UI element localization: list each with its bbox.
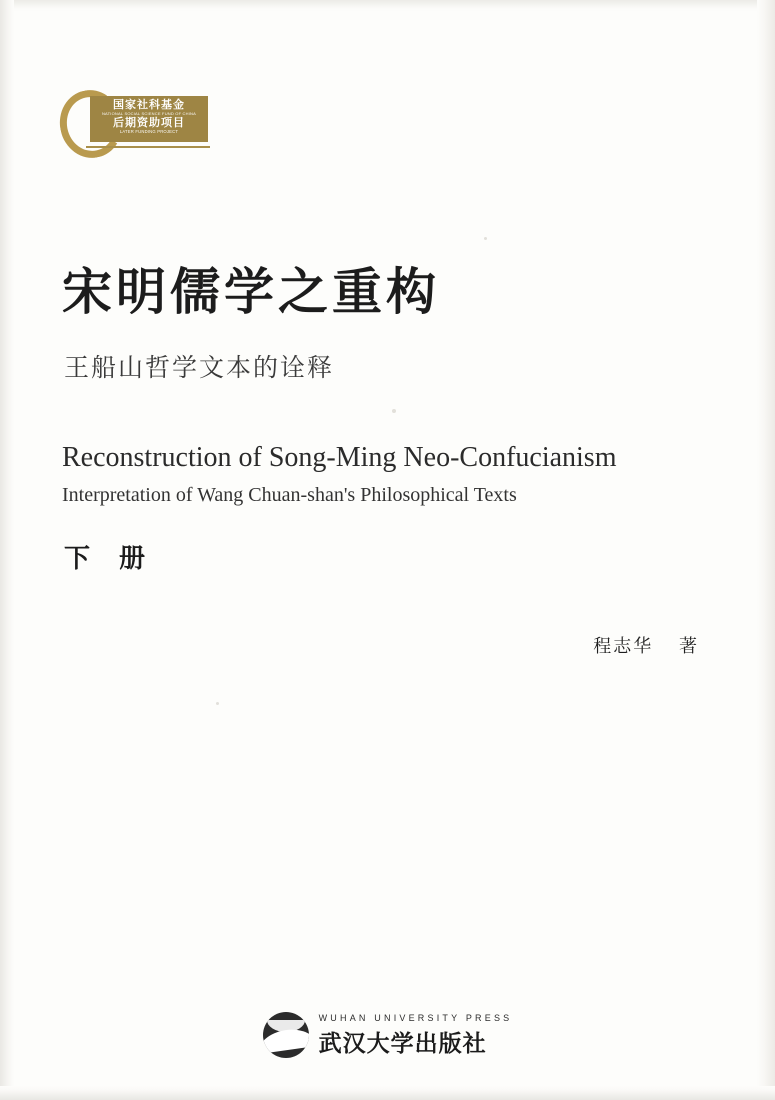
author-name: 程志华 xyxy=(593,636,654,657)
page-edge-top xyxy=(0,0,775,12)
fund-seal-line1-en: NATIONAL SOCIAL SCIENCE FUND OF CHINA xyxy=(101,111,197,116)
fund-seal-line1: 国家社科基金 xyxy=(113,99,185,111)
author-role: 著 xyxy=(679,636,697,657)
volume-label: 下 册 xyxy=(64,544,156,574)
fund-seal-line2: 后期资助项目 xyxy=(113,117,185,129)
book-title-english: Reconstruction of Song-Ming Neo-Confucianism xyxy=(62,442,617,473)
fund-seal-line2-en: LATER FUNDING PROJECT xyxy=(119,129,179,134)
publisher-text xyxy=(319,1013,513,1058)
author-line xyxy=(593,632,697,658)
paper-speck xyxy=(392,409,396,413)
publisher-block xyxy=(0,1012,775,1058)
book-subtitle-chinese: 王船山哲学文本的诠释 xyxy=(64,353,335,382)
page-edge-right xyxy=(757,0,775,1100)
fund-seal-plate xyxy=(90,96,208,142)
publisher-name-english: WUHAN UNIVERSITY PRESS xyxy=(318,1012,513,1023)
book-title-chinese: 宋明儒学之重构 xyxy=(62,263,440,321)
publisher-name-chinese: 武汉大学出版社 xyxy=(318,1030,487,1057)
book-subtitle-english: Interpretation of Wang Chuan-shan's Philosophical Texts xyxy=(62,484,517,506)
wuhan-university-press-logo-icon xyxy=(263,1012,309,1058)
page-edge-bottom xyxy=(0,1086,775,1100)
fund-seal-underline xyxy=(86,146,210,148)
paper-speck xyxy=(484,237,487,240)
national-fund-seal xyxy=(60,84,210,166)
logo-arc-lower xyxy=(263,1026,309,1054)
paper-speck xyxy=(216,702,219,705)
page-edge-left xyxy=(0,0,14,1100)
